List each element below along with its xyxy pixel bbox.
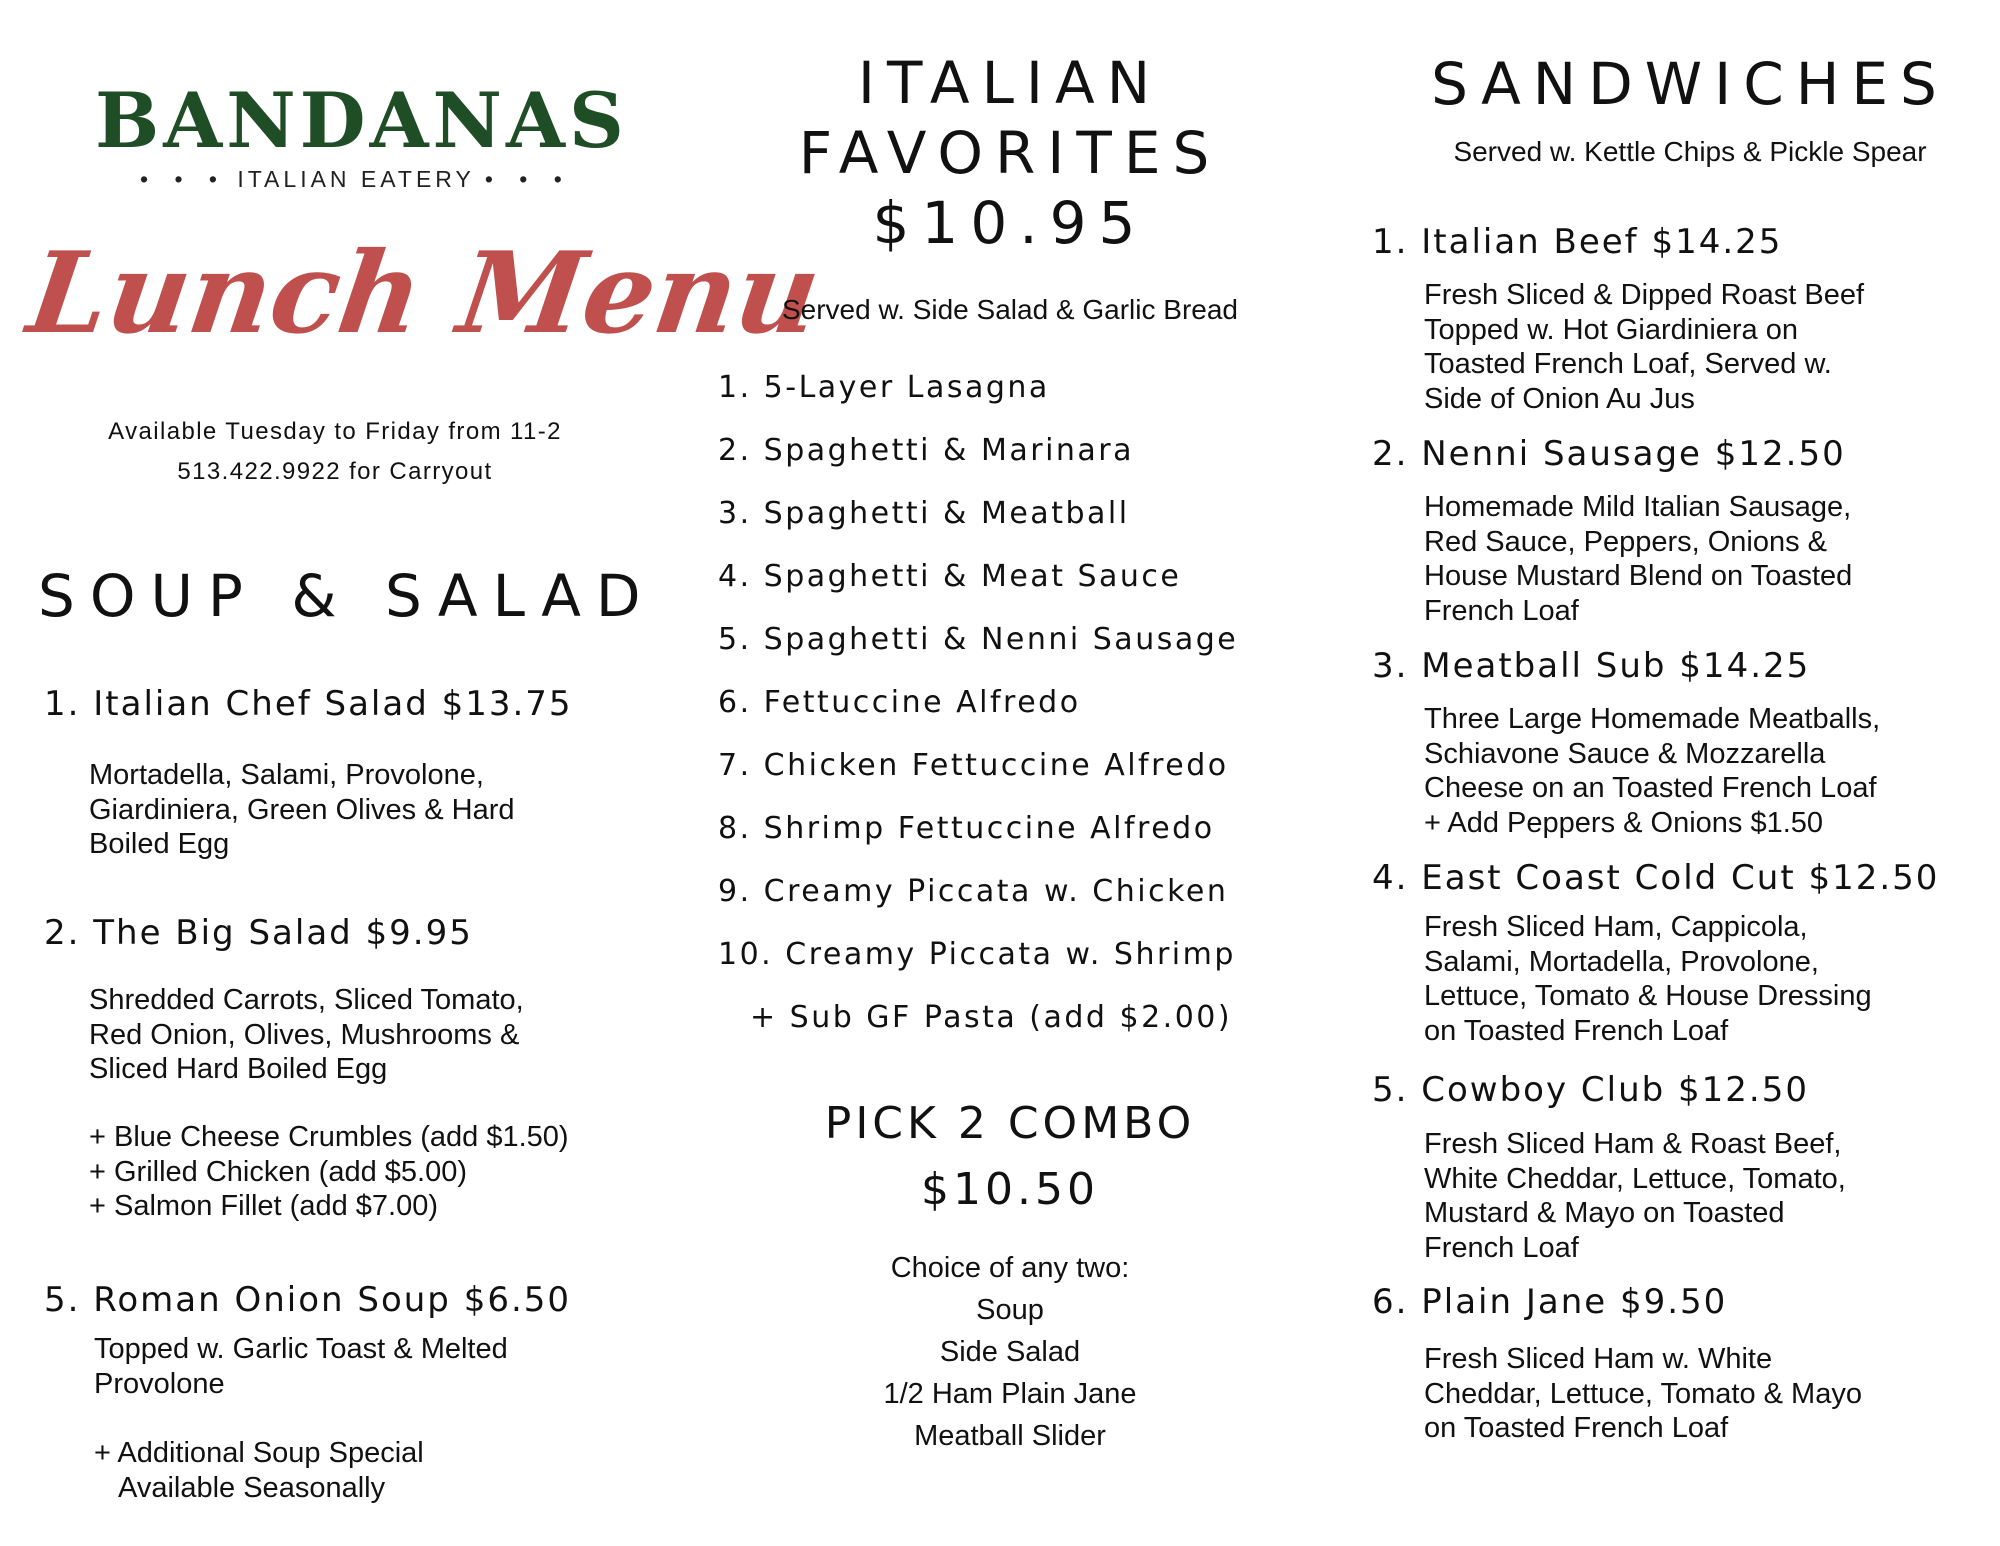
sandwich-item-desc: Fresh Sliced Ham w. White Cheddar, Lettuce, Tomato & Mayo on Toasted French Loaf	[1424, 1343, 1862, 1444]
pasta-item: 1. 5-Layer Lasagna	[718, 370, 1050, 405]
pasta-item: 3. Spaghetti & Meatball	[718, 496, 1130, 531]
sandwich-item-title: 5. Cowboy Club $12.50	[1372, 1070, 1810, 1110]
soup-salad-heading: SOUP & SALAD	[38, 562, 656, 630]
tagline-dots-left: • • •	[140, 166, 227, 192]
italian-subtitle: Served w. Side Salad & Garlic Bread	[781, 294, 1238, 325]
salad-item-desc: Mortadella, Salami, Provolone, Giardiniera, Green Olives & Hard Boiled Egg	[89, 759, 515, 860]
combo-heading: PICK 2 COMBO	[824, 1098, 1196, 1149]
combo-line: Side Salad	[939, 1336, 1081, 1368]
sandwich-item-desc: Homemade Mild Italian Sausage, Red Sauce, Peppers, Onions & House Mustard Blend on Toasted French Loaf	[1424, 491, 1853, 627]
combo-line: Choice of any two:	[890, 1252, 1130, 1284]
tagline-dots-right: • • •	[484, 166, 572, 192]
sandwich-item-desc: Three Large Homemade Meatballs, Schiavone Sauce & Mozzarella Cheese on an Toasted French Loaf + Add Peppers & Onions $1.50	[1424, 703, 1881, 839]
sandwich-item-desc: Fresh Sliced & Dipped Roast Beef Topped w. Hot Giardiniera on Toasted French Loaf, Served w. Side of Onion Au Jus	[1424, 279, 1865, 415]
pasta-item: 7. Chicken Fettuccine Alfredo	[718, 748, 1229, 783]
menu-title: Lunch Menu	[20, 228, 828, 359]
combo-price: $10.50	[921, 1164, 1099, 1215]
salad-item-title: 1. Italian Chef Salad $13.75	[44, 684, 573, 724]
soup-item-desc: Topped w. Garlic Toast & Melted Provolone	[94, 1333, 508, 1400]
sandwich-item-title: 4. East Coast Cold Cut $12.50	[1372, 858, 1940, 898]
phone-text: 513.422.9922 for Carryout	[177, 458, 493, 485]
combo-line: 1/2 Ham Plain Jane	[883, 1378, 1137, 1410]
sandwich-item-desc: Fresh Sliced Ham, Cappicola, Salami, Mortadella, Provolone, Lettuce, Tomato & House Dressing on Toasted French Loaf	[1424, 911, 1872, 1047]
brand-tagline	[140, 166, 572, 193]
combo-line: Meatball Slider	[914, 1420, 1106, 1452]
soup-addons: + Additional Soup Special Available Seasonally	[94, 1437, 424, 1504]
pasta-item: 2. Spaghetti & Marinara	[718, 433, 1135, 468]
pasta-item: 10. Creamy Piccata w. Shrimp	[718, 937, 1236, 972]
pasta-item: 6. Fettuccine Alfredo	[718, 685, 1081, 720]
salad-item-title: 2. The Big Salad $9.95	[44, 913, 473, 953]
italian-heading: ITALIAN FAVORITES $10.95	[798, 49, 1222, 257]
sandwiches-heading: SANDWICHES	[1431, 50, 1949, 118]
pasta-addon: + Sub GF Pasta (add $2.00)	[750, 1000, 1233, 1035]
salad-addons: + Blue Cheese Crumbles (add $1.50) + Grilled Chicken (add $5.00) + Salmon Fillet (add $7.00)	[89, 1121, 569, 1222]
soup-item-title: 5. Roman Onion Soup $6.50	[44, 1280, 572, 1320]
pasta-item: 9. Creamy Piccata w. Chicken	[718, 874, 1229, 909]
pasta-item: 4. Spaghetti & Meat Sauce	[718, 559, 1182, 594]
sandwich-item-title: 3. Meatball Sub $14.25	[1372, 646, 1811, 686]
pasta-item: 8. Shrimp Fettuccine Alfredo	[718, 811, 1215, 846]
sandwich-item-title: 1. Italian Beef $14.25	[1372, 222, 1783, 262]
tagline-text: ITALIAN EATERY	[237, 166, 475, 192]
brand-logo: BANDANAS	[95, 76, 628, 165]
hours-text: Available Tuesday to Friday from 11-2	[108, 418, 562, 445]
sandwich-item-desc: Fresh Sliced Ham & Roast Beef, White Cheddar, Lettuce, Tomato, Mustard & Mayo on Toasted French Loaf	[1424, 1128, 1846, 1264]
sandwich-item-title: 6. Plain Jane $9.50	[1372, 1282, 1728, 1322]
sandwiches-subtitle: Served w. Kettle Chips & Pickle Spear	[1453, 136, 1927, 167]
salad-item-desc: Shredded Carrots, Sliced Tomato, Red Onion, Olives, Mushrooms & Sliced Hard Boiled Egg	[89, 984, 524, 1085]
sandwich-item-title: 2. Nenni Sausage $12.50	[1372, 434, 1846, 474]
combo-line: Soup	[976, 1294, 1044, 1326]
pasta-item: 5. Spaghetti & Nenni Sausage	[718, 622, 1239, 657]
